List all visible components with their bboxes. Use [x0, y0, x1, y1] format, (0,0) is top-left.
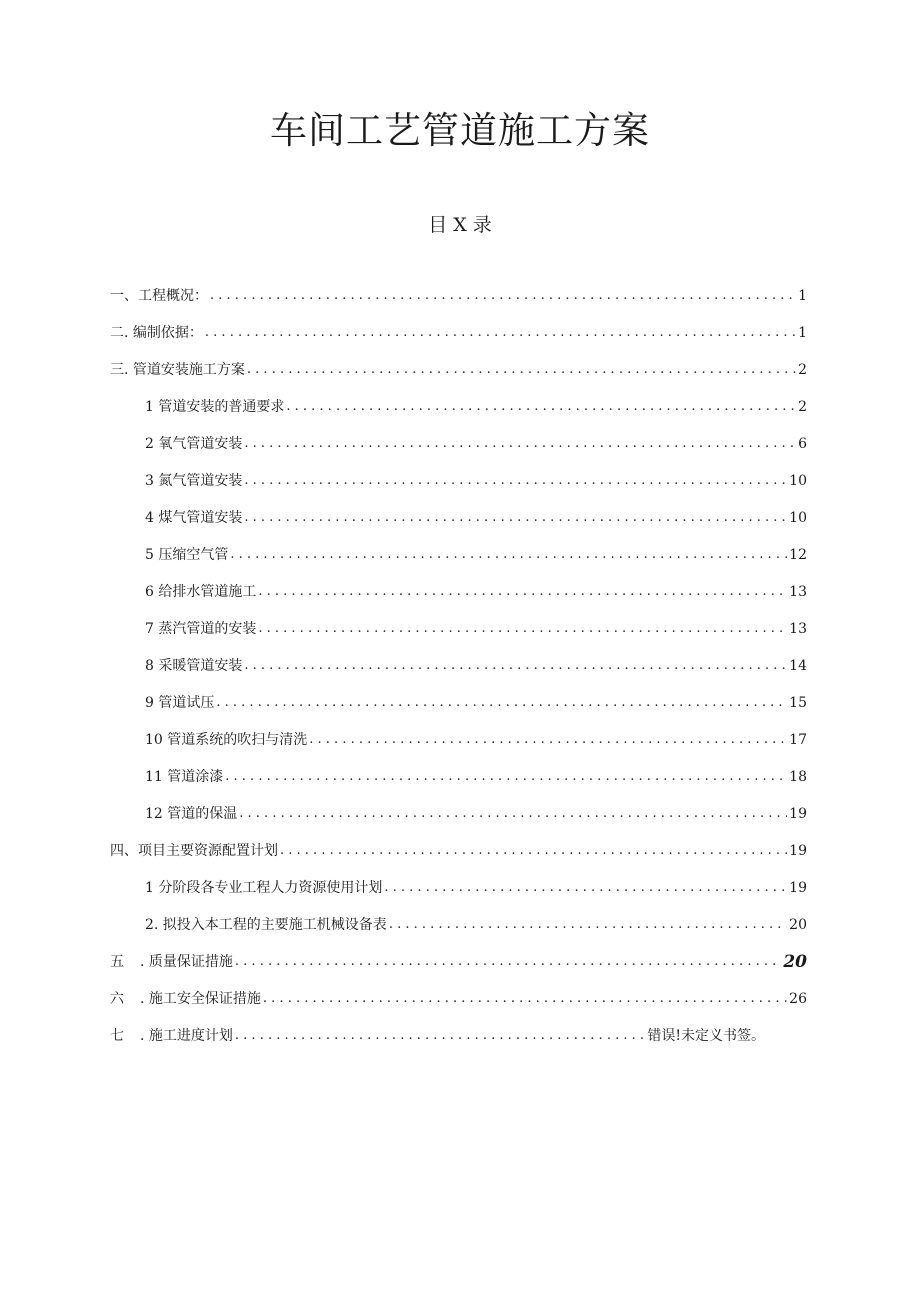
toc-entry-label: 4 煤气管道安装: [145, 507, 242, 529]
toc-entry-label: 1 管道安装的普通要求: [145, 396, 284, 418]
toc-entry-number: 五: [110, 954, 124, 970]
toc-entry[interactable]: [145, 692, 807, 714]
toc-entry-label: 5 压缩空气管: [145, 544, 228, 566]
toc-leader-dots: [239, 803, 787, 825]
toc-entry[interactable]: [110, 840, 807, 862]
toc-entry-page: 26: [789, 991, 807, 1007]
toc-leader-dots: [258, 581, 787, 603]
toc-entry-text: . 施工进度计划: [140, 1028, 233, 1044]
toc-leader-dots: [225, 766, 787, 788]
toc-entry-page: 2: [798, 399, 807, 415]
toc-leader-dots: [205, 322, 796, 344]
toc-leader-dots: [230, 544, 787, 566]
toc-entry-label: 2. 拟投入本工程的主要施工机械设备表: [145, 914, 387, 936]
toc-entry-page: 19: [789, 806, 807, 822]
toc-entry[interactable]: [110, 322, 807, 344]
toc-entry[interactable]: [145, 433, 807, 455]
toc-leader-dots: [235, 1025, 645, 1047]
toc-entry-page: 17: [789, 732, 807, 748]
toc-entry-page: 13: [789, 621, 807, 637]
toc-entry[interactable]: [145, 803, 807, 825]
toc-entry[interactable]: [145, 544, 807, 566]
toc-entry[interactable]: [145, 914, 807, 936]
toc-leader-dots: [309, 729, 787, 751]
toc-entry[interactable]: [145, 766, 807, 788]
toc-entry-page: 1: [798, 288, 807, 304]
toc-entry-label: 三. 管道安装施工方案: [110, 359, 245, 381]
toc-entry[interactable]: [110, 359, 807, 381]
toc-entry-page: 19: [789, 880, 807, 896]
toc-leader-dots: [244, 655, 787, 677]
toc-entry-label: 8 采暖管道安装: [145, 655, 242, 677]
toc-heading: 目 X 录: [428, 214, 492, 236]
toc-entry-page: 2: [798, 362, 807, 378]
toc-entry-label: 6 给排水管道施工: [145, 581, 256, 603]
toc-leader-dots: [244, 433, 796, 455]
toc-leader-dots: [280, 840, 787, 862]
toc-entry-page: 20: [789, 917, 807, 933]
toc-entry-label: 11 管道涂漆: [145, 766, 223, 788]
toc-entry-page: 1: [798, 325, 807, 341]
toc-leader-dots: [235, 951, 781, 973]
toc-entry[interactable]: [110, 988, 807, 1010]
toc-entry-number: 七: [110, 1028, 124, 1044]
toc-leader-dots: [286, 396, 796, 418]
toc-leader-dots: [263, 988, 787, 1010]
toc-entry-text: . 质量保证措施: [140, 954, 233, 970]
toc-entry-label: 9 管道试压: [145, 692, 214, 714]
toc-entry-label: 12 管道的保温: [145, 803, 237, 825]
toc-entry[interactable]: [145, 581, 807, 603]
toc-entry-label: 2 氧气管道安装: [145, 433, 242, 455]
toc-entry-label: 四、项目主要资源配置计划: [110, 840, 278, 862]
document-title: 车间工艺管道施工方案: [270, 109, 650, 152]
toc-entry-label: 10 管道系统的吹扫与清洗: [145, 729, 307, 751]
toc-entry-label: 7 蒸汽管道的安装: [145, 618, 256, 640]
toc-entry-label: 一、工程概况：: [110, 285, 208, 307]
toc-entry-page: 19: [789, 843, 807, 859]
toc-leader-dots: [216, 692, 787, 714]
toc-leader-dots: [384, 877, 787, 899]
toc-entry[interactable]: [145, 470, 807, 492]
toc-leader-dots: [244, 470, 787, 492]
toc-entry-label: 1 分阶段各专业工程人力资源使用计划: [145, 877, 382, 899]
toc-entry-page: 20: [783, 952, 807, 972]
toc-entry[interactable]: [145, 396, 807, 418]
toc-leader-dots: [258, 618, 787, 640]
toc-entry-page: 18: [789, 769, 807, 785]
toc-entry-page: 10: [789, 510, 807, 526]
toc-entry-page: 10: [789, 473, 807, 489]
toc-leader-dots: [210, 285, 796, 307]
toc-entry-label: 二. 编制依据：: [110, 322, 203, 344]
toc-entry[interactable]: [145, 729, 807, 751]
toc-leader-dots: [247, 359, 796, 381]
toc-entry-page: 13: [789, 584, 807, 600]
toc-entry-page: 15: [789, 695, 807, 711]
toc-entry-page: 错误!未定义书签。: [647, 1028, 765, 1044]
toc-entry-page: 12: [789, 547, 807, 563]
toc-entry[interactable]: [145, 507, 807, 529]
toc-entry[interactable]: [110, 285, 807, 307]
toc-leader-dots: [244, 507, 787, 529]
toc-entry-label: [110, 951, 233, 973]
toc-entry-page: 14: [789, 658, 807, 674]
toc-entry-page: 6: [798, 436, 807, 452]
toc-entry-number: 六: [110, 991, 124, 1007]
toc-entry-text: . 施工安全保证措施: [140, 991, 261, 1007]
toc-entry[interactable]: [110, 951, 807, 973]
toc-entry[interactable]: [145, 877, 807, 899]
toc-entry[interactable]: [145, 655, 807, 677]
toc-entry-label: 3 氮气管道安装: [145, 470, 242, 492]
toc-entry-label: [110, 1025, 233, 1047]
toc-entry[interactable]: [110, 1025, 765, 1047]
toc-entry-label: [110, 988, 261, 1010]
toc-entry[interactable]: [145, 618, 807, 640]
toc-leader-dots: [389, 914, 787, 936]
